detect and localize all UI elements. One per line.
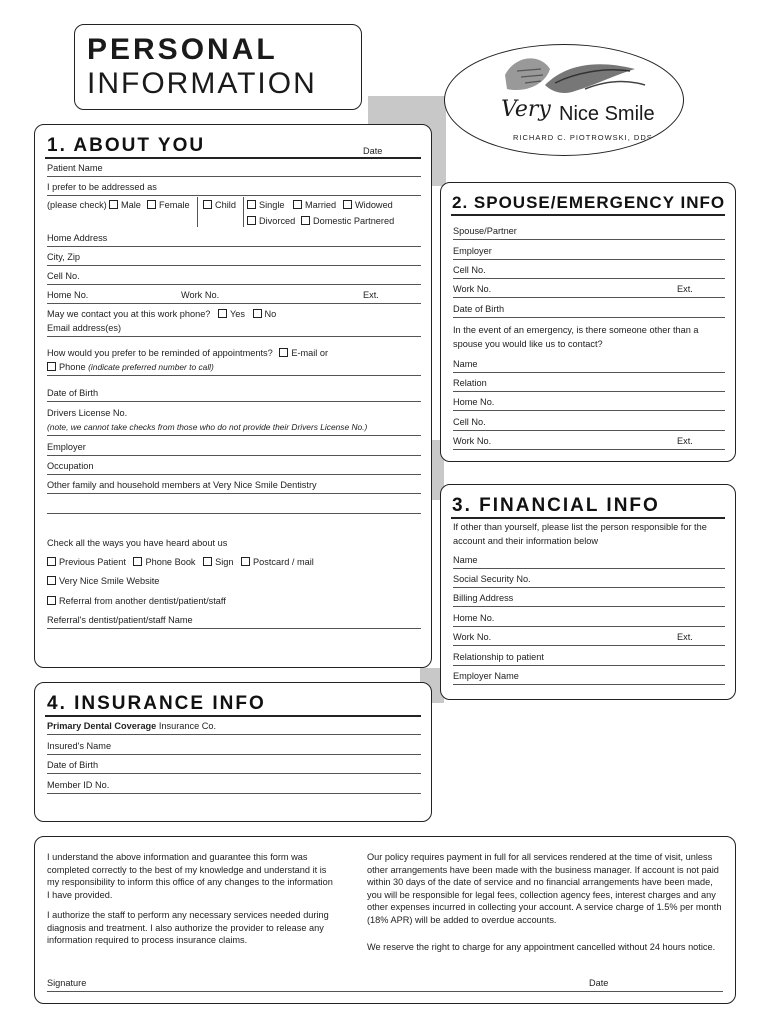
spouse-dob-label: Date of Birth [453, 304, 505, 314]
sign-label: Sign [215, 557, 234, 567]
emergency-name-field[interactable] [453, 358, 725, 373]
spouse-partner-label: Spouse/Partner [453, 226, 517, 236]
single-checkbox-box[interactable] [247, 200, 256, 209]
financial-title: 3. FINANCIAL INFO [452, 495, 660, 516]
child-checkbox-box[interactable] [203, 200, 212, 209]
preferred-name-label: I prefer to be addressed as [47, 182, 157, 192]
spouse-title-rule [451, 214, 725, 216]
home-address-label: Home Address [47, 233, 108, 243]
logo-script-text: Very [501, 97, 551, 122]
divorced-label: Divorced [259, 216, 296, 226]
divorced-checkbox[interactable] [245, 215, 295, 227]
insurance-title: 4. INSURANCE INFO [47, 693, 266, 714]
heard-about-label: Check all the ways you have heard about us [47, 538, 228, 548]
spouse-partner-field[interactable] [453, 225, 725, 240]
financial-section [440, 484, 736, 700]
cell-no-label: Cell No. [47, 271, 80, 281]
signature-date-label: Date [589, 978, 609, 988]
dob-field[interactable] [47, 387, 421, 402]
emergency-cell-label: Cell No. [453, 417, 486, 427]
financial-employer-field[interactable] [453, 670, 725, 685]
single-checkbox[interactable] [245, 199, 285, 211]
spouse-employer-label: Employer [453, 246, 492, 256]
previous-patient-label: Previous Patient [59, 557, 126, 567]
phone-book-label: Phone Book [145, 557, 196, 567]
logo-doctor-text: RICHARD C. PIOTROWSKI, DDS [513, 133, 653, 142]
please-check-label: (please check) [47, 200, 107, 210]
agreement-left-para2: I authorize the staff to perform any necessary services needed during diagnosis and treatment. I also authorize the provider to release any information required to process insurance claims. [47, 910, 329, 945]
financial-intro-line2: account and their information below [453, 536, 599, 546]
website-label: Very Nice Smile Website [59, 576, 160, 586]
logo-name-text: Nice Smile [559, 103, 655, 125]
dob-label: Date of Birth [47, 388, 99, 398]
widowed-checkbox[interactable] [341, 199, 393, 211]
reminder-label: How would you prefer to be reminded of appointments? [47, 348, 273, 358]
male-label: Male [121, 200, 141, 210]
emergency-name-label: Name [453, 359, 478, 369]
occupation-label: Occupation [47, 461, 94, 471]
divorced-checkbox-box[interactable] [247, 216, 256, 225]
insured-name-field[interactable] [47, 740, 421, 755]
signature-field[interactable] [47, 977, 723, 992]
referral-name-field[interactable] [47, 614, 421, 629]
primary-coverage-label: Insurance Co. [158, 721, 217, 731]
postcard-checkbox[interactable] [241, 557, 250, 566]
referral-name-label: Referral's dentist/patient/staff Name [47, 615, 193, 625]
insured-name-label: Insured's Name [47, 741, 112, 751]
financial-intro-line1: If other than yourself, please list the person responsible for the [453, 522, 707, 532]
billing-address-field[interactable] [453, 592, 725, 607]
emergency-relation-label: Relation [453, 378, 487, 388]
website-checkbox[interactable] [47, 576, 56, 585]
insured-dob-field[interactable] [47, 759, 421, 774]
referral-checkbox[interactable] [47, 596, 56, 605]
female-checkbox[interactable] [145, 199, 190, 211]
about-title-rule [45, 157, 421, 159]
contact-work-question [47, 308, 276, 320]
email-label: Email address(es) [47, 323, 122, 333]
contact-no-label: No [264, 309, 277, 319]
child-divider [243, 197, 244, 227]
financial-home-field[interactable] [453, 612, 725, 627]
home-address-field[interactable] [47, 232, 421, 247]
billing-address-label: Billing Address [453, 593, 514, 603]
emergency-question-line2: spouse you would like us to contact? [453, 339, 603, 349]
household-field[interactable] [47, 479, 421, 494]
agreement-section [34, 836, 736, 1004]
contact-work-label: May we contact you at this work phone? [47, 309, 211, 319]
email-field[interactable] [47, 322, 421, 337]
spouse-work-label: Work No. [453, 284, 492, 294]
employer-label: Employer [47, 442, 86, 452]
child-label: Child [215, 200, 236, 210]
spouse-employer-field[interactable] [453, 245, 725, 260]
reminder-phone-checkbox[interactable] [47, 362, 56, 371]
financial-name-field[interactable] [453, 554, 725, 569]
spouse-title: 2. SPOUSE/EMERGENCY INFO [452, 193, 726, 212]
domestic-label: Domestic Partnered [313, 216, 395, 226]
primary-coverage-bold: Primary Dental Coverage [47, 721, 157, 731]
insured-dob-label: Date of Birth [47, 760, 99, 770]
postcard-label: Postcard / mail [253, 557, 314, 567]
header-title-box [74, 24, 362, 110]
single-label: Single [259, 200, 285, 210]
home-no-label: Home No. [47, 290, 89, 300]
phone-book-checkbox[interactable] [133, 557, 142, 566]
emergency-work-label: Work No. [453, 436, 492, 446]
work-no-label: Work No. [181, 290, 220, 300]
female-checkbox-box[interactable] [147, 200, 156, 209]
male-checkbox[interactable] [107, 199, 141, 211]
reminder-email-checkbox[interactable] [279, 348, 288, 357]
heard-options-row1 [47, 556, 314, 568]
contact-yes-label: Yes [229, 309, 245, 319]
about-you-section [34, 124, 432, 668]
license-note: (note, we cannot take checks from those who do not provide their Drivers License No.) [47, 422, 368, 432]
reminder-question [47, 347, 328, 359]
ssn-label: Social Security No. [453, 574, 531, 584]
insurance-section [34, 682, 432, 822]
agreement-right-para2: We reserve the right to charge for any appointment cancelled without 24 hours notice. [367, 942, 716, 952]
financial-name-label: Name [453, 555, 478, 565]
ssn-field[interactable] [453, 573, 725, 588]
relationship-field[interactable] [453, 651, 725, 666]
agreement-right-para1: Our policy requires payment in full for all services rendered at the time of visit, unless other arrangements have been made with the business manager. If account is not paid within 30 days of the date of service and no financial arrangements have been made, you will be responsible for legal fees, collection agency fees, interest charges and any other expenses incurred in collecting your account. A service charge of 1.5% per month (18% APR) will be added to overdue accounts. [367, 852, 722, 925]
spouse-dob-field[interactable] [453, 303, 725, 318]
work-ext-label: Ext. [363, 290, 379, 300]
contact-no-checkbox[interactable] [253, 309, 262, 318]
household-label: Other family and household members at Very Nice Smile Dentistry [47, 480, 317, 490]
reminder-email-label: E-mail or [291, 348, 329, 358]
insurance-title-rule [45, 715, 421, 717]
previous-patient-checkbox[interactable] [47, 557, 56, 566]
female-label: Female [159, 200, 190, 210]
emergency-ext-label: Ext. [677, 436, 693, 446]
emergency-relation-field[interactable] [453, 377, 725, 392]
child-checkbox[interactable] [201, 199, 236, 211]
about-date-label: Date [363, 146, 383, 156]
domestic-checkbox-box[interactable] [301, 216, 310, 225]
about-you-title: 1. ABOUT YOU [47, 135, 206, 156]
married-checkbox-box[interactable] [293, 200, 302, 209]
reminder-phone-row [47, 361, 421, 376]
emergency-question-line1: In the event of an emergency, is there someone other than a [453, 325, 699, 335]
website-option [47, 575, 159, 587]
license-note-row[interactable] [47, 421, 421, 436]
financial-ext-label: Ext. [677, 632, 693, 642]
reminder-phone-note: (indicate preferred number to call) [88, 362, 214, 372]
financial-home-label: Home No. [453, 613, 495, 623]
contact-yes-checkbox[interactable] [218, 309, 227, 318]
relationship-label: Relationship to patient [453, 652, 544, 662]
domestic-checkbox[interactable] [299, 215, 394, 227]
cell-no-field[interactable] [47, 270, 421, 285]
license-label: Drivers License No. [47, 408, 128, 418]
financial-work-label: Work No. [453, 632, 492, 642]
agreement-left-para1: I understand the above information and guarantee this form was completed correctly to the best of my knowledge and understand it is my responsibility to inform this office of any changes to the information I have provided. [47, 852, 333, 900]
primary-coverage-field[interactable] [47, 720, 421, 735]
city-zip-field[interactable] [47, 251, 421, 266]
member-id-field[interactable] [47, 779, 421, 794]
patient-name-label: Patient Name [47, 163, 103, 173]
city-zip-label: City, Zip [47, 252, 81, 262]
referral-option [47, 595, 226, 607]
household-field-line2[interactable] [47, 499, 421, 514]
reminder-phone-label: Phone [59, 362, 86, 372]
signature-label: Signature [47, 978, 87, 988]
gender-divider [197, 197, 198, 227]
emergency-home-field[interactable] [453, 396, 725, 411]
referral-label: Referral from another dentist/patient/staff [59, 596, 226, 606]
member-id-label: Member ID No. [47, 780, 110, 790]
occupation-field[interactable] [47, 460, 421, 475]
emergency-cell-field[interactable] [453, 416, 725, 431]
married-checkbox[interactable] [291, 199, 336, 211]
spouse-emergency-section [440, 182, 736, 462]
emergency-home-label: Home No. [453, 397, 495, 407]
financial-employer-label: Employer Name [453, 671, 519, 681]
spouse-cell-field[interactable] [453, 264, 725, 279]
spouse-cell-label: Cell No. [453, 265, 486, 275]
widowed-checkbox-box[interactable] [343, 200, 352, 209]
page-title-line1: PERSONAL [87, 33, 278, 66]
page-title-line2: INFORMATION [87, 67, 317, 100]
financial-title-rule [451, 517, 725, 519]
sign-checkbox[interactable] [203, 557, 212, 566]
employer-field[interactable] [47, 441, 421, 456]
widowed-label: Widowed [355, 200, 393, 210]
married-label: Married [305, 200, 337, 210]
practice-logo [444, 44, 684, 156]
male-checkbox-box[interactable] [109, 200, 118, 209]
preferred-name-field[interactable] [47, 181, 421, 196]
spouse-ext-label: Ext. [677, 284, 693, 294]
patient-name-field[interactable] [47, 162, 421, 177]
